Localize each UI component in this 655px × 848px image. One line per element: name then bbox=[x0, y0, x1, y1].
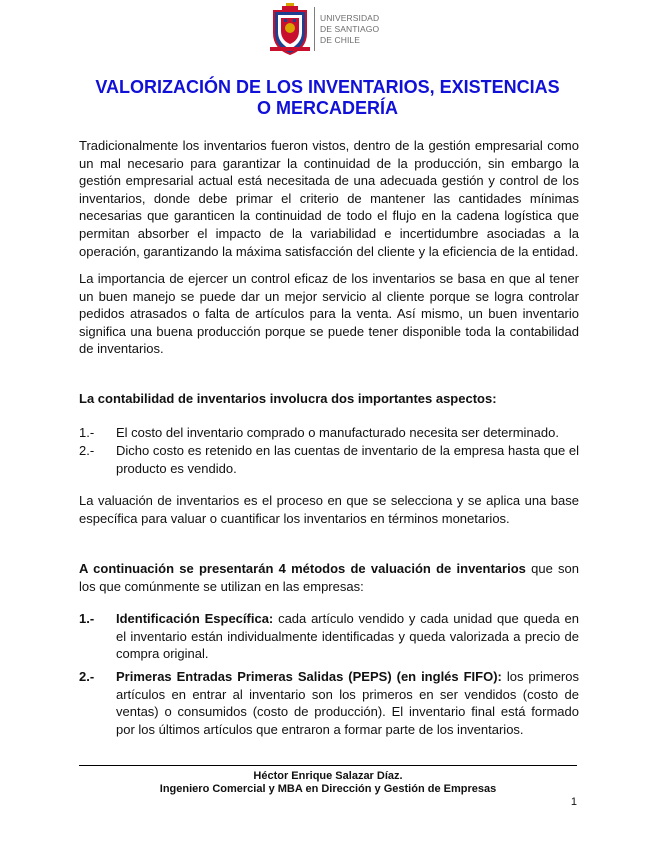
list-number: 1.- bbox=[79, 425, 95, 440]
title-line: VALORIZACIÓN DE LOS INVENTARIOS, EXISTENCIAS bbox=[95, 77, 560, 97]
university-name-line: DE SANTIAGO bbox=[320, 24, 380, 34]
footer-role: Ingeniero Comercial y MBA en Dirección y Gestión de Empresas bbox=[159, 783, 497, 795]
university-name-line: UNIVERSIDAD bbox=[320, 13, 380, 23]
method-text bbox=[116, 668, 579, 738]
methods-intro bbox=[79, 560, 579, 595]
list-number: 2.- bbox=[79, 443, 95, 458]
importance-paragraph: La importancia de ejercer un control eficaz de los inventarios se basa en que al tener un buen manejo se puede dar un mejor servicio al cliente porque se logra controlar pedidos atrasados o falta de artículos para la venta. Así mismo, un buen inventario significa una buena producción porque se puede tener disponible toda la contabilidad de inventarios. bbox=[79, 271, 579, 357]
method-number: 1.- bbox=[79, 611, 95, 626]
methods-intro-bold: A continuación se presentarán 4 métodos de valuación de inventarios bbox=[79, 561, 526, 576]
footer-divider bbox=[79, 765, 577, 766]
university-name bbox=[320, 13, 379, 46]
title-line: O MERCADERÍA bbox=[256, 98, 398, 118]
method-description: los primeros artículos en entrar al inventario son los primeros en ser vendidos (costo de ventas) o consumidos (costo de producción). El inventario final está formado por los últimos artículos que entraron a formar parte de los inventarios. bbox=[116, 669, 579, 737]
document-title bbox=[70, 77, 585, 119]
intro-paragraph: Tradicionalmente los inventarios fueron vistos, dentro de la gestión empresarial como un mal necesario para garantizar la continuidad de la producción, sin embargo la gestión empresarial actual está necesitada de una adecuada gestión y control de los inventarios, donde debe primar el criterio de mantener las cantidades mínimas necesarias que garanticen la continuidad de todo el flujo en la cadena logística que permitan absorber el impacto de la variabilidad e incertidumbre asociadas a la operación, garantizando la máxima satisfacción del cliente y la eficiencia de la entidad. bbox=[79, 138, 579, 259]
aspects-heading: La contabilidad de inventarios involucra dos importantes aspectos: bbox=[79, 391, 497, 406]
list-text: El costo del inventario comprado o manufacturado necesita ser determinado. bbox=[116, 425, 559, 440]
methods-intro-rest: que son los que comúnmente se utilizan en las empresas: bbox=[79, 561, 579, 594]
university-shield-icon bbox=[270, 3, 310, 55]
method-number: 2.- bbox=[79, 669, 95, 684]
university-name-line: DE CHILE bbox=[320, 35, 361, 45]
logo-divider bbox=[314, 7, 315, 51]
method-name: Identificación Específica: bbox=[116, 611, 274, 626]
list-text: Dicho costo es retenido en las cuentas de inventario de la empresa hasta que el producto es vendido. bbox=[116, 443, 579, 476]
page-number: 1 bbox=[570, 796, 577, 808]
university-logo bbox=[270, 3, 400, 55]
valuation-paragraph: La valuación de inventarios es el proceso en que se selecciona y se aplica una base específica para valuar o cuantificar los inventarios en términos monetarios. bbox=[79, 493, 579, 526]
footer-author: Héctor Enrique Salazar Díaz. bbox=[253, 770, 403, 782]
method-text bbox=[116, 610, 579, 663]
method-name: Primeras Entradas Primeras Salidas (PEPS) (en inglés FIFO): bbox=[116, 669, 502, 684]
method-description: cada artículo vendido y cada unidad que queda en el inventario están individualmente identificadas y queda valorizada a precio de compra original. bbox=[116, 611, 579, 662]
